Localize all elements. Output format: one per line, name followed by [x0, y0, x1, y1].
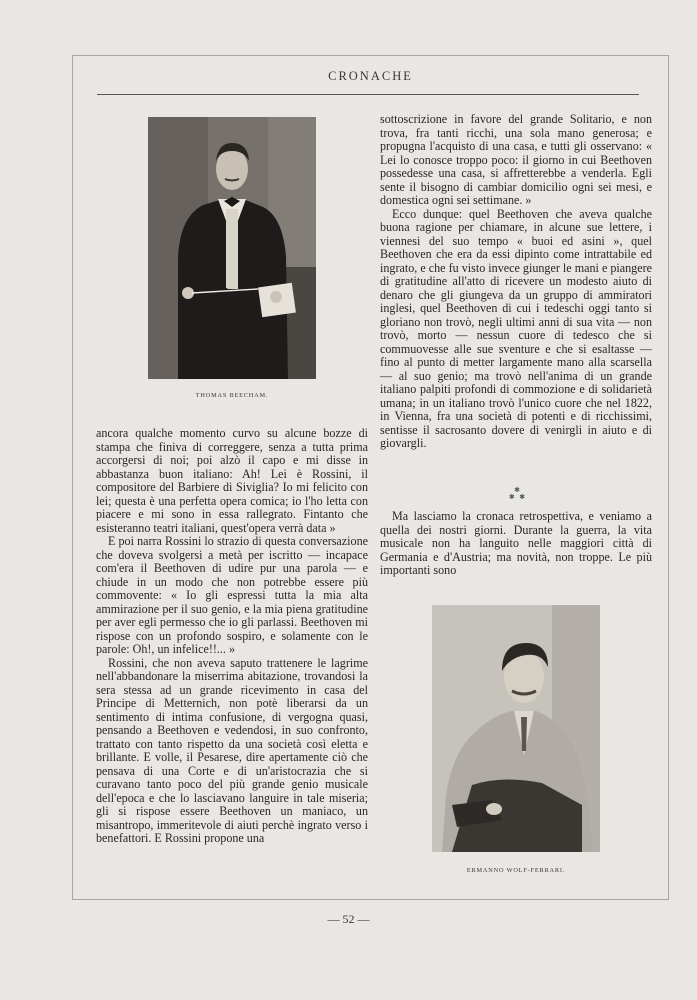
paragraph: Rossini, che non aveva saputo trattenere le lagrime nell'abbandonare la miserrima abitazione, trovandosi la sera stessa ad un grande ricevimento in casa del Principe di Metternich, non potè liberarsi da un sentimento di intima confusione, di vergogna quasi, pensando a Beethoven e vedendosi, in suo confronto, trattato con tanto rispetto da una società così eletta e brillante. E volle, il Pesarese, dire apertamente ciò che pensava di una Corte e di un'aristocrazia che si curavano tanto poco del più grande genio musicale dell'epoca e che lo lasciavano languire in tale miseria; gli si rispose essere Beethoven un maniaco, un misantropo, immeritevole di aiuti perchè ingrato verso i benefattori. E Rossini propone una [96, 655, 368, 845]
paragraph: Ecco dunque: quel Beethoven che aveva qualche buona ragione per chiamare, in alcune sue lettere, i viennesi del suo tempo « buoi ed asini », quel Beethoven che era da essi dipinto come intrattabile ed ingrato, e che fu visto invece giunger le mani e piangere di gratitudine all'atto di ricevere un modesto aiuto di denaro che gli giungeva da un gruppo di ammiratori inglesi, quel Beethoven di cui i tedeschi oggi tanto si gloriano non trovò, negli ultimi anni di sua vita — non trovò, morto — nessun cuore di tedesco che si commuovesse alle sue sventure e che si esaltasse — fino al punto di metter largamente mano alla scarsella — al suo genio; ma trovò nell'anima di un grande italiano palpiti profondi di commozione e di solidarietà umana; in un italiano trovò l'unico cuore che nel 1822, in Vienna, fra una società di potenti e di ricchissimi, sentisse il sacrosanto dovere di venirgli in aiuto e di giovargli. [380, 206, 652, 450]
photo-thomas-beecham [148, 117, 316, 379]
header-rule [97, 94, 639, 95]
paragraph: ancora qualche momento curvo su alcune bozze di stampa che finiva di correggere, senza a tutta prima accorgersi di noi; poi alzò il capo e mi disse in abbastanza buon italiano: Ah! Lei è Rossini, il compositore del Barbiere di Siviglia? Io mi felicito con lei; questa è una perfetta opera comica; io l'ho letta con piacere e mi sono in essa rallegrato. Fintanto che esisteranno teatri italiani, quest'opera verrà data » [96, 426, 368, 535]
running-header: CRONACHE [328, 69, 413, 83]
seated-man-portrait-illustration [432, 605, 600, 852]
caption-ermanno-wolf-ferrari: ERMANNO WOLF-FERRARI. [466, 867, 566, 874]
paragraph: Ma lasciamo la cronaca retrospettiva, e veniamo a quella dei nostri giorni. Durante la guerra, la vita musicale non ha languito nelle maggiori città di Germania e d'Austria; ma novità, non troppe. Le più importanti sono [380, 509, 652, 577]
photo-ermanno-wolf-ferrari [432, 605, 600, 852]
right-column-lower [380, 510, 652, 578]
section-separator-asterisks: ✱ ✱ ✱ [508, 486, 526, 501]
page-number: — 52 — [327, 912, 370, 926]
paragraph: sottoscrizione in favore del grande Solitario, e non trova, fra tanti ricchi, una sola mano generosa; e propugna l'acquisto di una casa, e tutti gli osservano: « Lei lo conosce troppo poco: il giorno in cui Beethoven possedesse una casa, si affretterebbe a venderla. Egli sente il bisogno di cambiar domicilio ogni sei mesi, e domestica ogni sei settimane. » [380, 112, 652, 207]
paragraph: E poi narra Rossini lo strazio di questa conversazione che doveva svolgersi a metà per iscritto — incapace com'era il Beethoven di udire pur una parola — e chiude in un modo che non potrebbe essere più commovente: « Io gli espressi tutta la mia alta ammirazione per il suo genio, e la mia piena gratitudine per aver egli permesso che io gli parlassi. Beethoven mi rispose con un profondo sospiro, e solamente con le parole: Oh!, un infelice!!... » [96, 534, 368, 656]
left-column [96, 427, 368, 846]
caption-thomas-beecham: THOMAS BEECHAM. [195, 392, 269, 399]
conductor-portrait-illustration [148, 117, 316, 379]
right-column-upper [380, 113, 652, 451]
